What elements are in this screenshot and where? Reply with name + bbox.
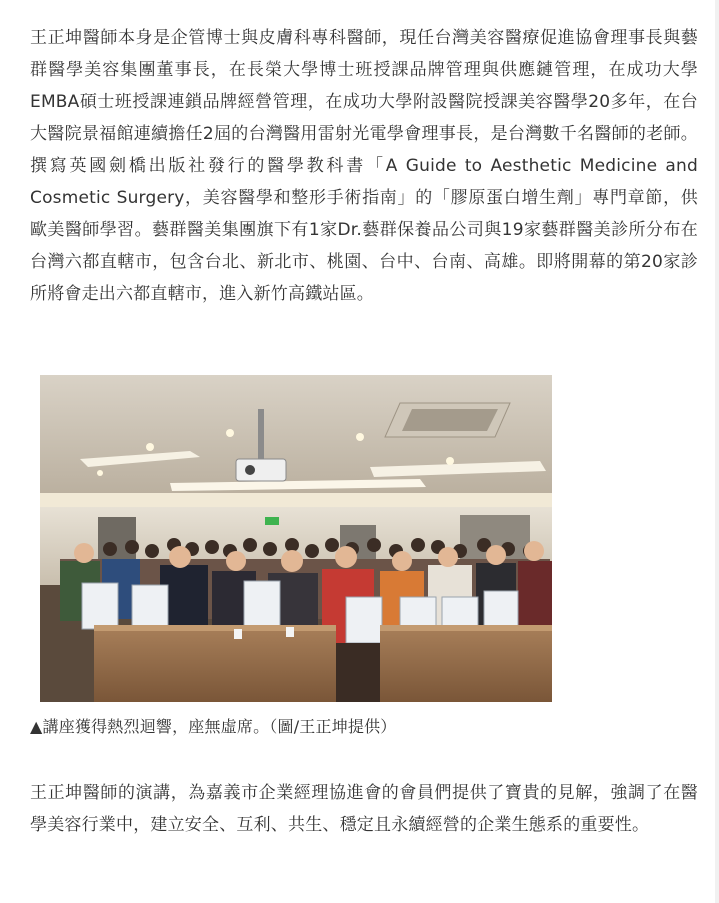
photo-caption: ▲講座獲得熱烈迴響，座無虛席。（圖/王正坤提供） — [30, 717, 397, 736]
article-body-continued — [30, 777, 698, 841]
article-paragraph-2: 王正坤醫師的演講，為嘉義市企業經理協進會的會員們提供了寶貴的見解，強調了在醫學美容行業中，建立安全、互利、共生、穩定且永續經營的企業生態系的重要性。 — [30, 783, 698, 835]
seminar-photo — [40, 375, 552, 702]
article-body — [30, 22, 698, 312]
article-paragraph-1: 王正坤醫師本身是企管博士與皮膚科專科醫師，現任台灣美容醫療促進協會理事長與藝群醫學美容集團董事長，在長榮大學博士班授課品牌管理與供應鏈管理，在成功大學EMBA碩士班授課連鎖品牌經營管理，在成功大學附設醫院授課美容醫學20多年，在台大醫院景福館連續擔任2屆的台灣醫用雷射光電學會理事長，是台灣數千名醫師的老師。撰寫英國劍橋出版社發行的醫學教科書「A Guide to Aesthetic Medicine and Cosmetic Surgery，美容醫學和整形手術指南」的「膠原蛋白增生劑」專門章節，供歐美醫師學習。藝群醫美集團旗下有1家Dr.藝群保養品公司與19家藝群醫美診所分布在台灣六都直轄市，包含台北、新北市、桃園、台中、台南、高雄。即將開幕的第20家診所將會走出六都直轄市，進入新竹高鐵站區。 — [30, 28, 698, 304]
page-scroll-edge — [715, 0, 719, 903]
seminar-group-photo-image — [40, 375, 552, 702]
